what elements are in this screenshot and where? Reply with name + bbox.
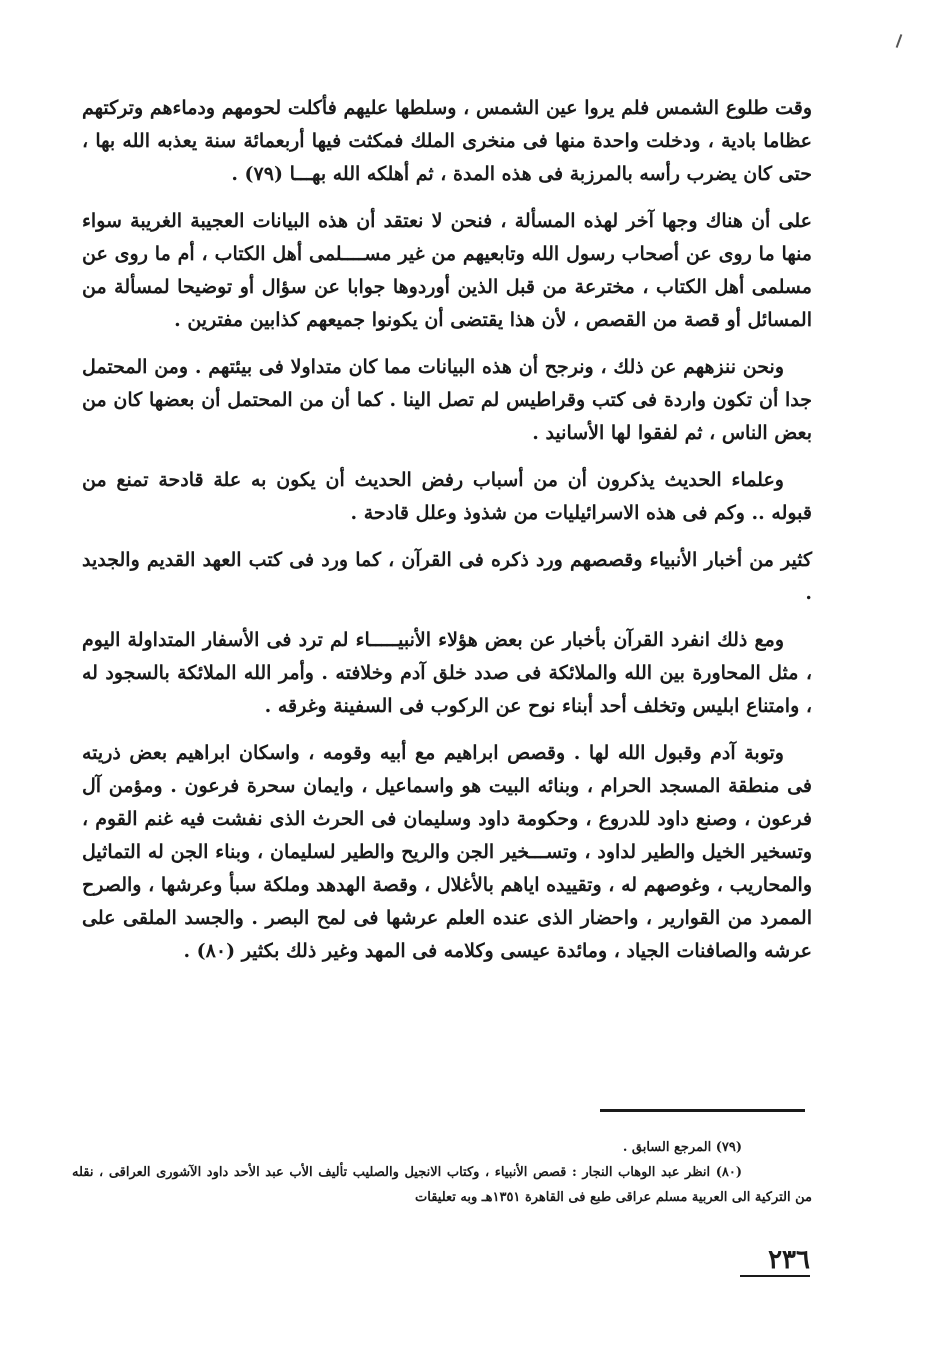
paragraph-6: ومع ذلك انفرد القرآن بأخبار عن بعض هؤلاء الأنبيـــــاء لم ترد فى الأسفار المتداولة اليوم ، مثل المحاورة بين الله والملائكة فى صدد خلق آدم وخلافته . وأمر الله الملائكة بالسجود له ، وامتناع ابليس وتخلف أحد أبناء نوح عن الركوب فى السفينة وغرقه . [82,629,812,717]
footnote-80: (٨٠) انظر عبد الوهاب النجار : قصص الأنبياء ، وكتاب الانجيل والصليب تأليف الأب عبد الأحد داود الآشورى العراقى ، نقله من التركية الى العربية مسلم عراقى طبع فى القاهرة ١٣٥١هـ وبه تعليقات [72,1165,812,1205]
main-text [82,92,812,982]
page-number: ٢٣٦ [740,1245,810,1277]
paragraph-4: وعلماء الحديث يذكرون أن من أسباب رفض الحديث أن يكون به علة قادحة تمنع من قبوله .. وكم فى هذه الاسرائيليات من شذوذ وعلل قادحة . [82,469,812,524]
paragraph-5: كثير من أخبار الأنبياء وقصصهم ورد ذكره فى القرآن ، كما ورد فى كتب العهد القديم والجديد . [82,549,812,604]
paragraph-3: ونحن ننزههم عن ذلك ، ونرجح أن هذه البيانات مما كان متداولا فى بيئتهم . ومن المحتمل جدا أن تكون واردة فى كتب وقراطيس لم تصل الينا . كما أن من المحتمل أن بعضها كان من بعض الناس ، ثم لفقوا لها الأسانيد . [82,356,812,444]
footnote-separator [600,1109,805,1112]
footnote-79: (٧٩) المرجع السابق . [622,1140,742,1155]
paragraph-1: وقت طلوع الشمس فلم يروا عين الشمس ، وسلطها عليهم فأكلت لحومهم ودماءهم وتركتهم عظاما بادية ، ودخلت واحدة منها فى منخرى الملك فمكثت فيها أربعمائة سنة يعذبه الله بها ، حتى كان يضرب رأسه بالمرزبة فى هذه المدة ، ثم أهلكه الله بهـــا (٧٩) . [82,97,812,185]
paragraph-7: وتوبة آدم وقبول الله لها . وقصص ابراهيم مع أبيه وقومه ، واسكان ابراهيم بعض ذريته فى منطقة المسجد الحرام ، وبنائه البيت هو واسماعيل ، وايمان سحرة فرعون . ومؤمن آل فرعون ، وصنع داود للدروع ، وحكومة داود وسليمان فى الحرث الذى نفشت فيه غنم القوم ، وتسخير الخيل والطير لداود ، وتســـخير الجن والريح والطير لسليمان ، وبناء الجن له التماثيل والمحاريب ، وغوصهم له ، وتقييده اياهم بالأغلال ، وقصة الهدهد وملكة سبأ وعرشها ، والصرح الممرد من القوارير ، واحضار الذى عنده العلم عرشها فى لمح البصر . والجسد الملقى على عرشه والصافنات الجياد ، ومائدة عيسى وكلامه فى المهد وغير ذلك بكثير (٨٠) . [82,742,812,962]
scan-mark [896,34,903,48]
paragraph-2: على أن هناك وجها آخر لهذه المسألة ، فنحن لا نعتقد أن هذه البيانات العجيبة الغريبة سواء منها ما روى عن أصحاب رسول الله وتابعيهم من غير مســــلمى أهل الكتاب ، أم ما روى عن مسلمى أهل الكتاب ، مخترعة من قبل الذين أوردوها جوابا عن سؤال أو توضيحا لمسألة من المسائل أو قصة من القصص ، لأن هذا يقتضى أن يكونوا جميعهم كذابين مفترين . [82,210,812,331]
footnotes [72,1135,812,1210]
